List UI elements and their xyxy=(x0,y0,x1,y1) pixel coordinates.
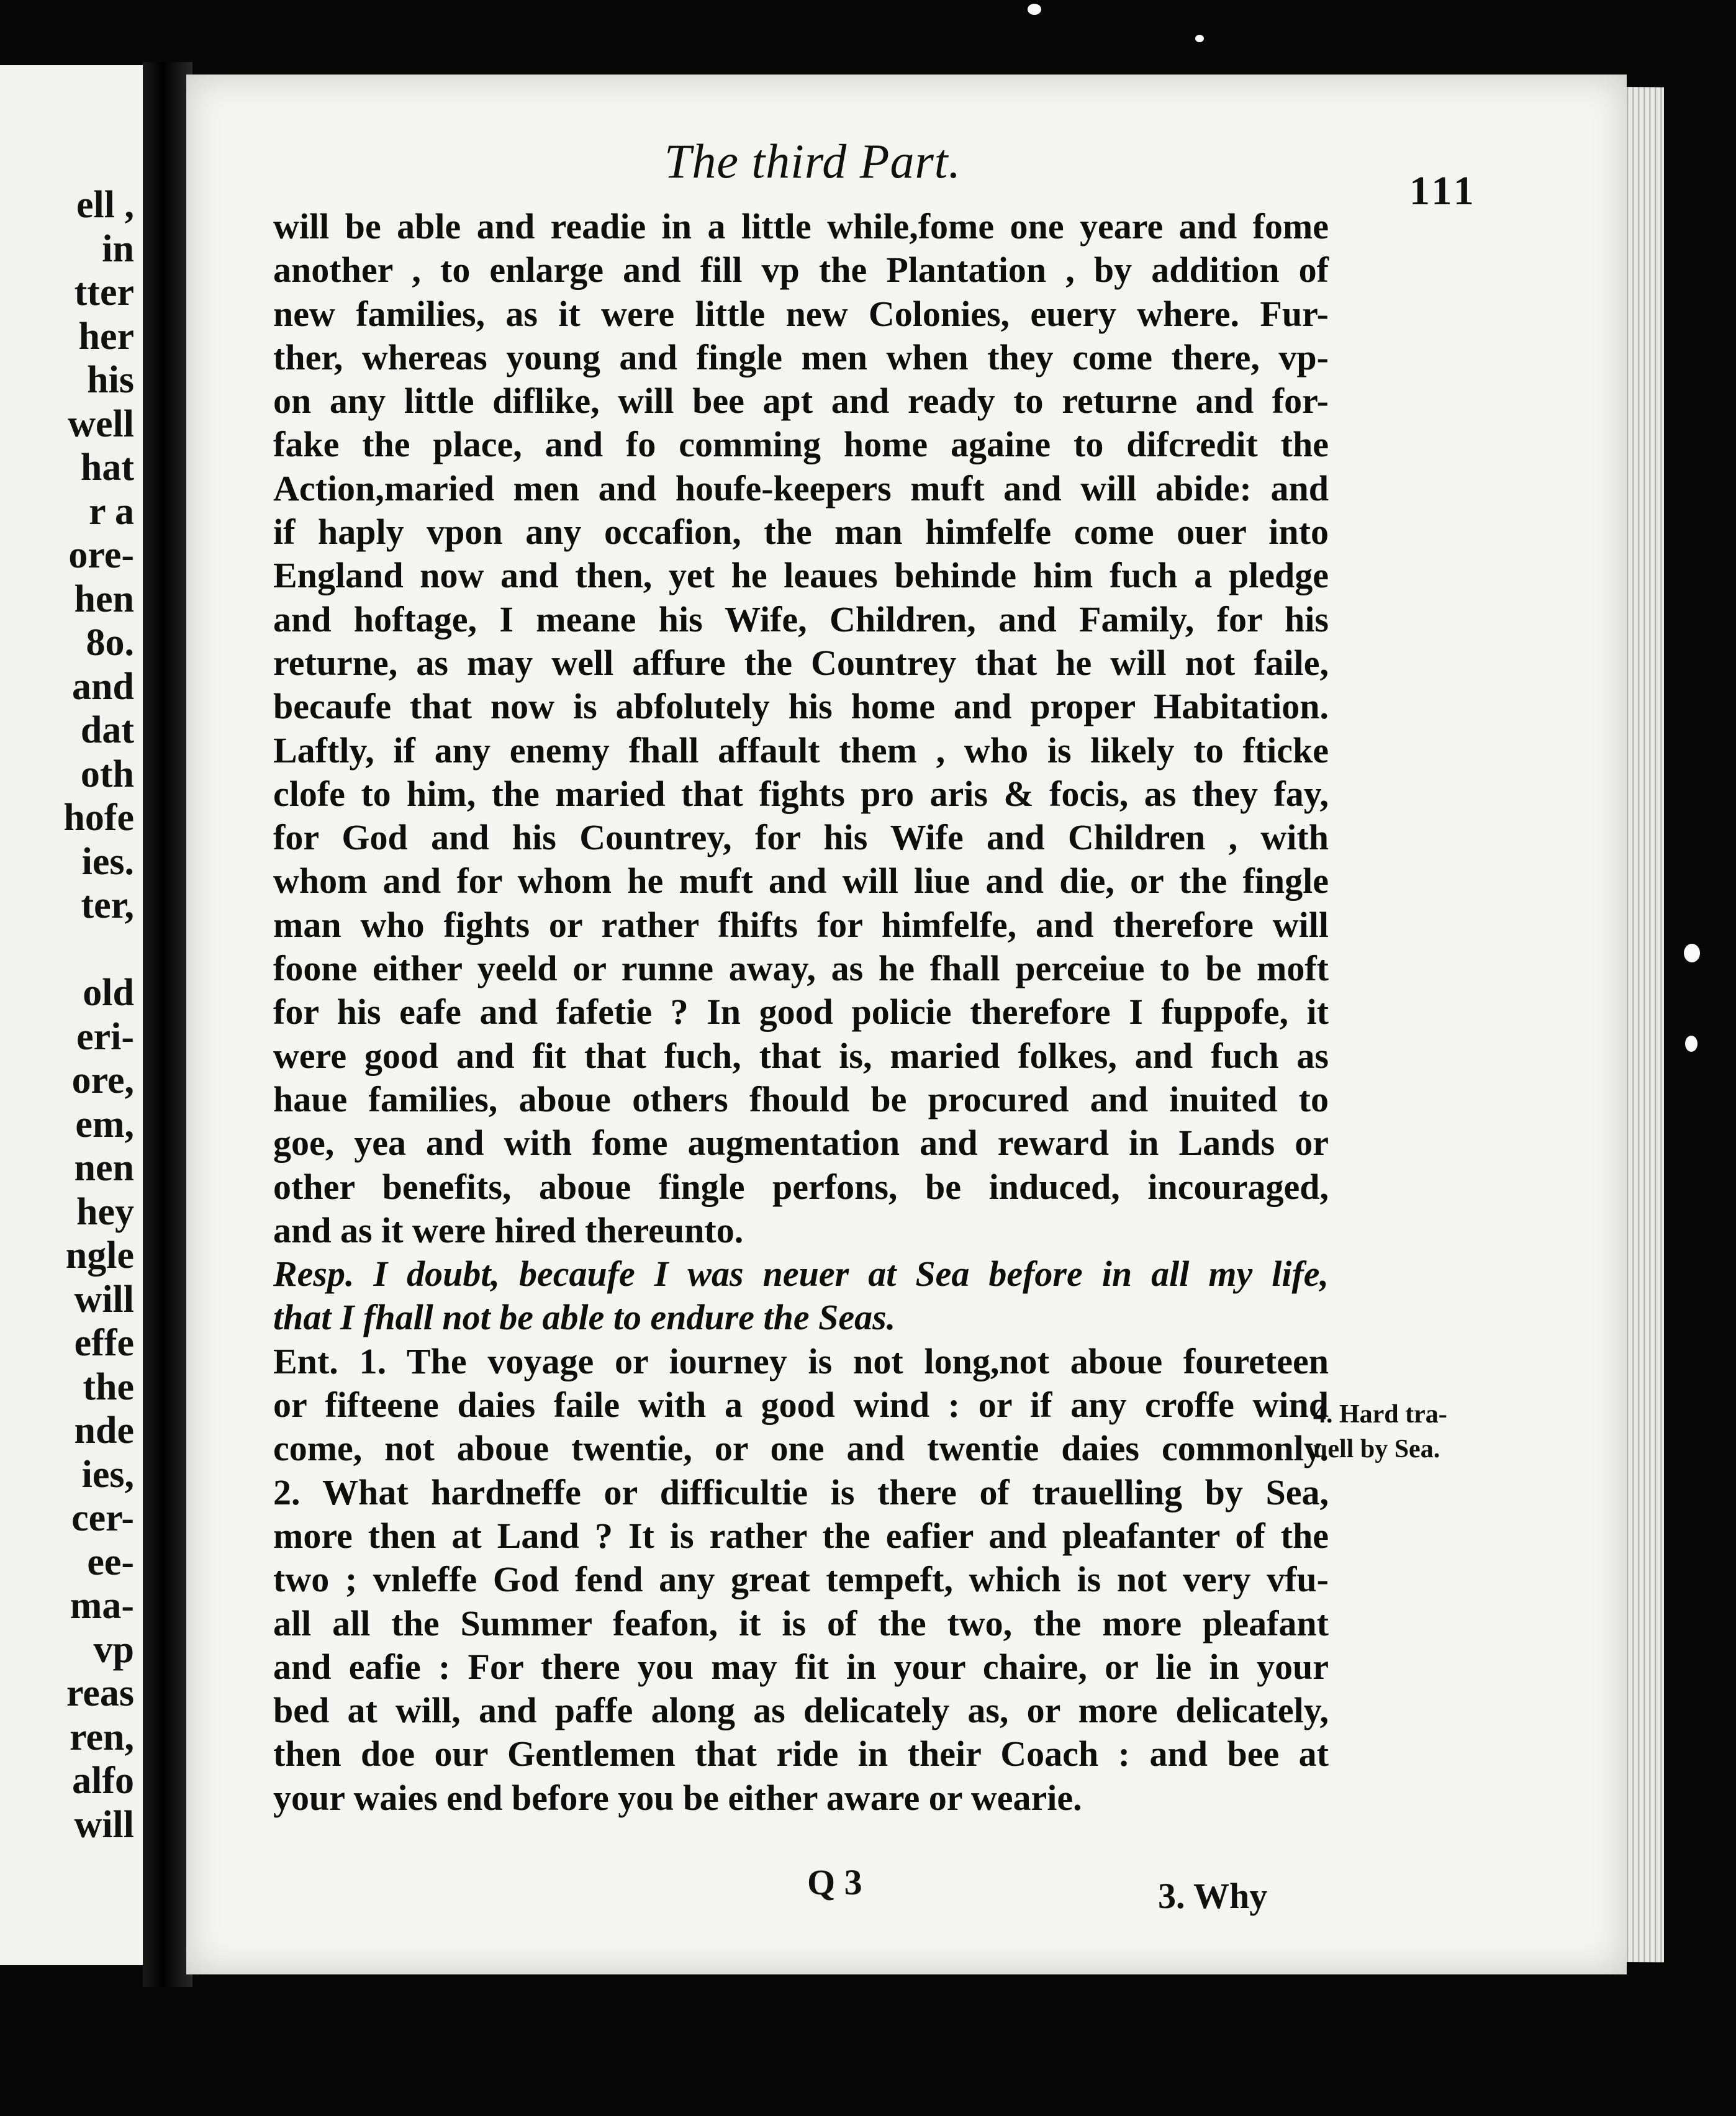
text-line: will be able and readie in a little while,fome one yeare and fome xyxy=(273,206,1329,246)
facing-page-line: ee- xyxy=(87,1540,134,1583)
text-line: all all the Summer feafon, it is of the two, the more pleafant xyxy=(273,1603,1329,1644)
facing-page-line: hey xyxy=(76,1190,134,1233)
facing-page-edge-text xyxy=(0,183,134,1847)
facing-page-line: well xyxy=(68,402,134,445)
facing-page-line: effe xyxy=(74,1322,134,1364)
facing-page-line: nde xyxy=(74,1409,134,1452)
text-line: bed at will, and paffe along as delicately as, or more delicately, xyxy=(273,1690,1329,1731)
facing-page-line: ies, xyxy=(81,1453,134,1496)
scan-speck xyxy=(1685,1036,1698,1052)
scan-speck xyxy=(1028,4,1041,15)
facing-page-line: will xyxy=(74,1278,134,1321)
text-line: whom and for whom he muft and will liue and die, or the fingle xyxy=(273,861,1329,902)
text-line: haue families, aboue others fhould be procured and inuited to xyxy=(273,1078,1329,1119)
text-line: foone either yeeld or runne away, as he fhall perceiue to be moft xyxy=(273,948,1329,989)
facing-page-line: ore- xyxy=(68,534,134,576)
facing-page-line: hofe xyxy=(63,797,134,839)
facing-page-line: eri- xyxy=(76,1015,134,1058)
facing-page-line: his xyxy=(87,359,134,401)
facing-page-line: and xyxy=(72,665,134,708)
text-line: more then at Land ? It is rather the eafier and pleafanter of the xyxy=(273,1515,1329,1556)
text-line: if haply vpon any occafion, the man himfelfe come ouer into xyxy=(273,512,1329,553)
text-line: two ; vnleffe God fend any great tempeft, which is not very vfu- xyxy=(273,1559,1329,1600)
facing-page-line: ma- xyxy=(70,1585,134,1627)
text-line: man who fights or rather fhifts for himfelfe, and therefore will xyxy=(273,904,1329,945)
facing-page-line: will xyxy=(74,1803,134,1846)
facing-page-line: in xyxy=(102,227,134,270)
text-line: 2. What hardneffe or difficultie is there of trauelling by Sea, xyxy=(273,1472,1329,1512)
catchword: 3. Why xyxy=(1158,1876,1268,1916)
facing-page-line: ter, xyxy=(81,884,134,926)
facing-page-line xyxy=(0,928,134,972)
facing-page-line: oth xyxy=(80,753,134,795)
text-line: fake the place, and fo comming home againe to difcredit the xyxy=(273,424,1329,465)
text-line: new families, as it were little new Colonies, euery where. Fur- xyxy=(273,293,1329,334)
text-line: on any little diflike, will bee apt and ready to returne and for- xyxy=(273,381,1329,422)
text-line: returne, as may well affure the Countrey that he will not faile, xyxy=(273,642,1329,683)
text-line: your waies end before you be either aware or wearie. xyxy=(273,1777,1082,1818)
facing-page-line: vp xyxy=(93,1628,134,1671)
text-line: for his eafe and fafetie ? In good policie therefore I fuppofe, it xyxy=(273,992,1329,1033)
text-line: goe, yea and with fome augmentation and reward in Lands or xyxy=(273,1123,1329,1164)
text-line: and as it were hired thereunto. xyxy=(273,1209,744,1250)
text-line: and eafie : For there you may fit in your chaire, or lie in your xyxy=(273,1646,1329,1687)
text-line: come, not aboue twentie, or one and twentie daies commonly. xyxy=(273,1428,1329,1469)
running-head: The third Part. xyxy=(664,134,961,188)
text-line: that I fhall not be able to endure the Seas. xyxy=(273,1297,896,1338)
book-gutter xyxy=(143,62,192,1987)
text-line: Laftly, if any enemy fhall affault them , who is likely to fticke xyxy=(273,730,1329,771)
facing-page-line: hen xyxy=(74,577,134,620)
text-line: Action,maried men and houfe-keepers muft and will abide: and xyxy=(273,468,1329,509)
text-line: other benefits, aboue fingle perfons, be induced, incouraged, xyxy=(273,1166,1329,1207)
text-line: were good and fit that fuch, that is, maried folkes, and fuch as xyxy=(273,1035,1329,1076)
facing-page-line: cer- xyxy=(71,1497,134,1539)
text-line: for God and his Countrey, for his Wife and Children , with xyxy=(273,817,1329,858)
facing-page-line: r a xyxy=(89,490,134,533)
text-line: Ent. 1. The voyage or iourney is not long,not aboue foureteen xyxy=(273,1341,1329,1381)
margin-note: 4. Hard tra- uell by Sea. xyxy=(1313,1400,1447,1463)
facing-page-line: 8o. xyxy=(86,622,134,664)
text-line: or fifteene daies faile with a good wind : or if any croffe wind xyxy=(273,1385,1329,1426)
facing-page-line: ies. xyxy=(81,840,134,883)
facing-page-line: tter xyxy=(74,271,134,314)
facing-page-line: her xyxy=(78,315,134,358)
scan-speck xyxy=(1195,35,1204,42)
facing-page-line: hat xyxy=(80,446,134,489)
body-text xyxy=(273,205,1329,1820)
text-line: ther, whereas young and fingle men when they come there, vp- xyxy=(273,337,1329,378)
facing-page-left xyxy=(0,65,143,1965)
facing-page-line: dat xyxy=(80,709,134,751)
text-line: another , to enlarge and fill vp the Plantation , by addition of xyxy=(273,250,1329,291)
text-line: and hoftage, I meane his Wife, Children, and Family, for his xyxy=(273,599,1329,640)
facing-page-line: old xyxy=(83,972,134,1014)
text-line: England now and then, yet he leaues behinde him fuch a pledge xyxy=(273,555,1329,596)
facing-page-line: ore, xyxy=(71,1059,134,1101)
facing-page-line: the xyxy=(83,1365,134,1408)
facing-page-line: ren, xyxy=(70,1716,134,1758)
scan-speck xyxy=(1684,944,1700,962)
facing-page-line: ell , xyxy=(76,184,134,226)
facing-page-line: ngle xyxy=(65,1234,134,1277)
page-number: 111 xyxy=(1409,168,1478,214)
text-line: then doe our Gentlemen that ride in their Coach : and bee at xyxy=(273,1734,1329,1775)
text-line: clofe to him, the maried that fights pro aris & focis, as they fay, xyxy=(273,773,1329,814)
facing-page-line: reas xyxy=(66,1672,134,1714)
facing-page-line: nen xyxy=(74,1147,134,1189)
text-line: becaufe that now is abfolutely his home and proper Habitation. xyxy=(273,686,1329,727)
text-line: Resp. I doubt, becaufe I was neuer at Sea before in all my life, xyxy=(273,1254,1329,1295)
signature-mark: Q 3 xyxy=(807,1862,862,1902)
facing-page-line: alfo xyxy=(72,1760,134,1802)
facing-page-line: em, xyxy=(75,1103,134,1146)
